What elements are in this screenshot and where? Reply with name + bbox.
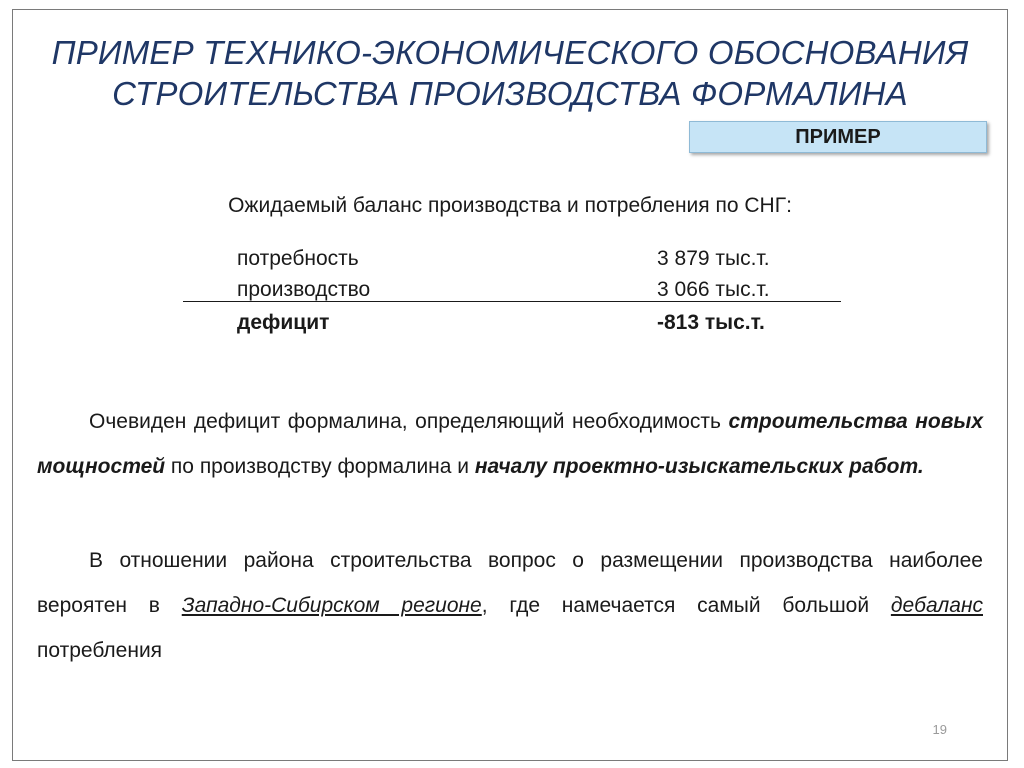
balance-label: дефицит [237,311,330,334]
para1-text-1: Очевиден дефицит формалина, определяющий необходимость [89,410,729,433]
balance-value: 3 879 тыс.т. [657,247,770,270]
example-badge: ПРИМЕР [689,121,987,153]
para2-text-1: В отношении района строительства вопрос о размещении производства наиболее вероятен в [37,549,983,617]
balance-label: производство [237,278,371,301]
title-line-1: ПРИМЕР ТЕХНИКО-ЭКОНОМИЧЕСКОГО ОБОСНОВАНИЯ [51,34,969,71]
balance-value: 3 066 тыс.т. [657,278,770,301]
balance-subtitle: Ожидаемый баланс производства и потребления по СНГ: [228,194,792,217]
title-line-2: СТРОИТЕЛЬСТВА ПРОИЗВОДСТВА ФОРМАЛИНА [112,75,908,112]
balance-divider [183,301,841,302]
para2-imbalance: дебаланс [890,594,983,617]
para1-emphasis-2: началу проектно-изыскательских работ. [474,455,924,478]
slide-title [13,32,1007,114]
para1-text-2: по производству формалина и [165,455,475,478]
para2-text-2: , где намечается самый большой [481,594,891,617]
paragraph-region [37,538,983,673]
para1-emphasis-1: строительства новых мощностей [37,410,984,478]
slide [12,9,1008,761]
balance-value: -813 тыс.т. [657,311,765,334]
balance-label: потребность [237,247,359,270]
paragraph-deficit [37,399,983,489]
para2-region: Западно-Сибирском регионе [181,594,482,617]
para2-text-3: потребления [37,639,163,662]
page-number: 19 [932,722,947,737]
